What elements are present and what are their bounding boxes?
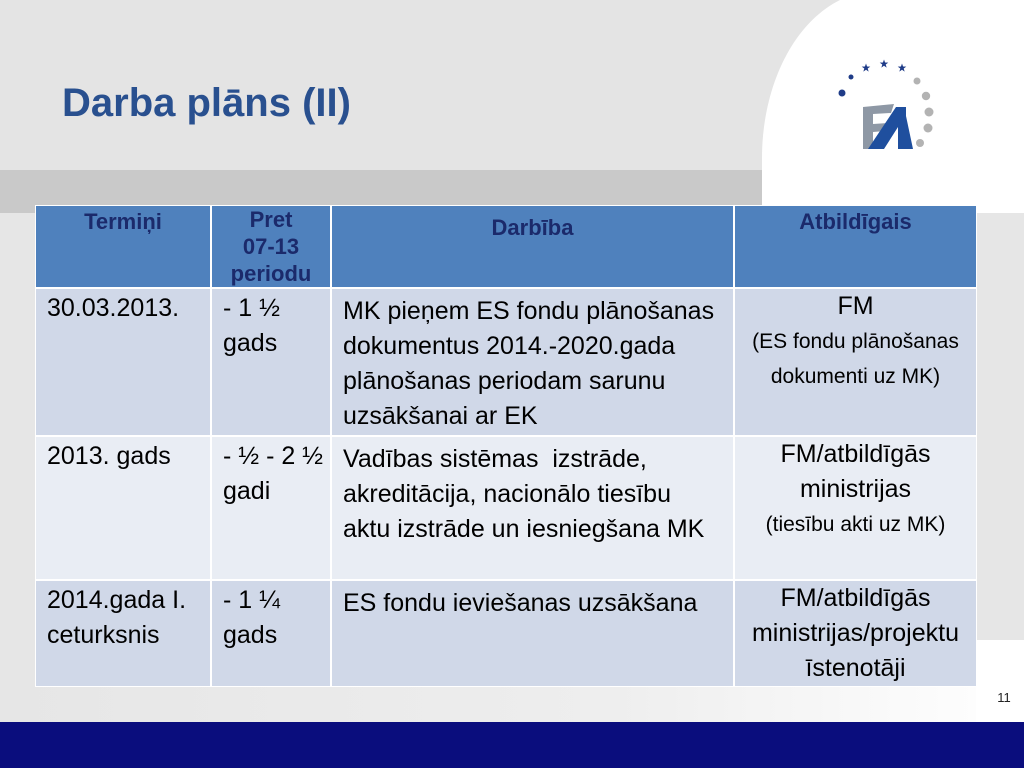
logo-dot-icon: [922, 92, 930, 100]
logo-dot-icon: [925, 108, 934, 117]
logo-dot-icon: [839, 90, 846, 97]
work-plan-table: [35, 205, 977, 687]
responsible-cell: [735, 581, 976, 686]
logo-dot-icon: [914, 78, 921, 85]
deadline-cell: 30.03.2013.: [36, 289, 210, 435]
action-cell: ES fondu ieviešanas uzsākšana: [332, 581, 733, 686]
responsible-text: FM/atbildīgās ministrijas: [780, 440, 931, 503]
responsible-note: (ES fondu plānošanas dokumenti uz MK): [752, 330, 959, 388]
header-responsible: Atbildīgais: [735, 206, 976, 287]
header-deadline: Termiņi: [36, 206, 210, 287]
logo-dot-icon: [916, 139, 924, 147]
logo-dot-icon: [924, 124, 933, 133]
page-number: 11: [997, 690, 1011, 705]
deadline-cell: 2014.gada I. ceturksnis: [36, 581, 210, 686]
bottom-strip: [0, 686, 1024, 722]
action-cell: MK pieņem ES fondu plānošanas dokumentus 2014.-2020.gada plānošanas periodam sarunu uzsākšanai ar EK: [332, 289, 733, 435]
slide-title: Darba plāns (II): [62, 81, 351, 125]
action-cell: Vadības sistēmas izstrāde, akreditācija, nacionālo tiesību aktu izstrāde un iesniegšana MK: [332, 437, 733, 579]
vs-period-cell: - 1 ½ gads: [212, 289, 330, 435]
footer-bar: [0, 722, 1024, 768]
responsible-note: (tiesību akti uz MK): [765, 513, 946, 536]
header-vs-period: Pret 07-13 periodu: [212, 206, 330, 287]
logo-dot-icon: [849, 75, 854, 80]
header-action: Darbība: [332, 206, 733, 287]
responsible-text: FM/atbildīgās ministrijas/projektu īstenotāji: [751, 584, 959, 682]
responsible-cell: [735, 437, 976, 579]
responsible-cell: [735, 289, 976, 435]
page-number-area: [976, 640, 1024, 722]
responsible-text: FM: [837, 292, 874, 320]
vs-period-cell: - ½ - 2 ½ gadi: [212, 437, 330, 579]
deadline-cell: 2013. gads: [36, 437, 210, 579]
vs-period-cell: - 1 ¼ gads: [212, 581, 330, 686]
